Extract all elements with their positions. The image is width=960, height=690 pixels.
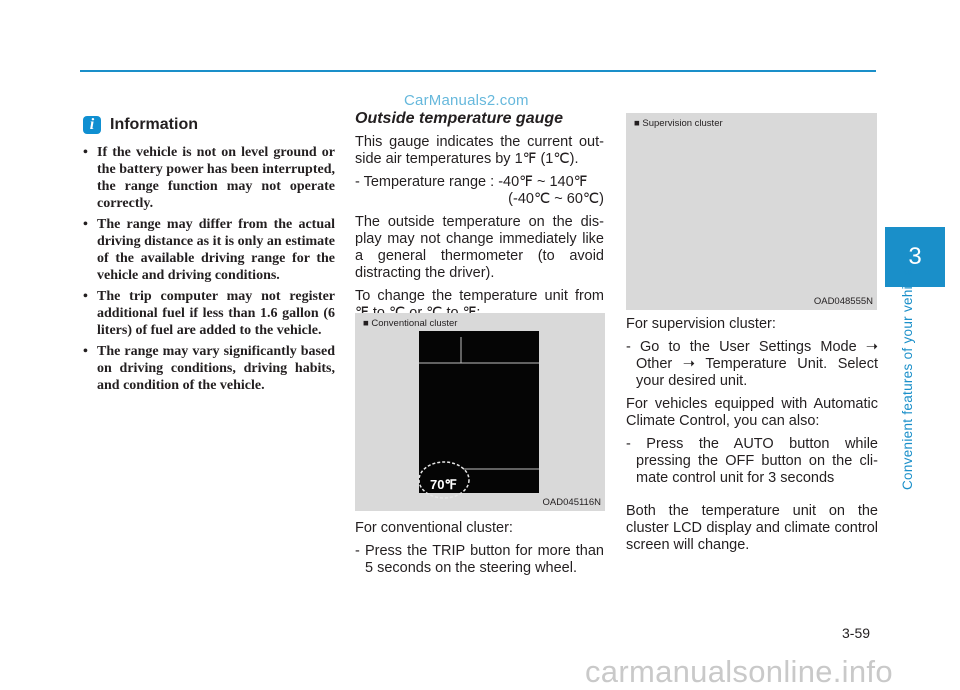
figure-code: OAD045116N	[542, 497, 601, 508]
supervision-label: For supervision cluster:	[626, 316, 776, 332]
range-line-celsius: (-40℃ ~ 60℃)	[508, 191, 604, 207]
information-bullet: • If the vehicle is not on level ground or the battery power has been interrupted, the range function may not operate correctly.	[83, 144, 335, 212]
screen-temperature: 70℉	[430, 477, 457, 492]
section-title: Outside temperature gauge	[355, 110, 564, 127]
figure-caption: ■ Conventional cluster	[363, 318, 458, 329]
information-bullet: • The trip computer may not register additional fuel if less than 1.6 gallon (6 liters) of fuel are added to the vehicle.	[83, 288, 335, 339]
info-icon: i	[83, 116, 101, 134]
conventional-label: For conventional cluster:	[355, 520, 513, 536]
watermark-bottom: carmanualsonline.info	[585, 654, 893, 689]
information-bullet: • The range may differ from the actual driving distance as it is only an estimate of the available driving range for the vehicle and driving conditions.	[83, 216, 335, 284]
supervision-step: - Go to the User Settings Mode ➝ Other ➝ Temperature Unit. Select your desired unit.	[626, 339, 878, 389]
both-units-paragraph: Both the temperature unit on the cluster LCD display and climate control screen will change.	[626, 503, 878, 553]
outside-temperature-section	[355, 110, 604, 328]
information-bullet: • The range may vary significantly based on driving conditions, driving habits, and condition of the vehicle.	[83, 343, 335, 394]
climate-step: - Press the AUTO button while pressing the OFF button on the climate control unit for 3 seconds	[626, 436, 878, 486]
watermark-top: CarManuals2.com	[404, 92, 529, 109]
range-line: - Temperature range : -40℉ ~ 140℉	[355, 174, 588, 190]
conventional-cluster-figure	[355, 313, 605, 511]
information-list	[83, 144, 335, 394]
supervision-cluster-figure	[626, 113, 877, 310]
figure-caption: ■ Supervision cluster	[634, 118, 723, 129]
conventional-step: - Press the TRIP button for more than 5 seconds on the steering wheel.	[355, 543, 604, 576]
information-header	[83, 114, 335, 136]
figure-code: OAD048555N	[813, 296, 873, 307]
information-title: Information	[110, 116, 198, 133]
chapter-tab: 3	[885, 227, 945, 287]
climate-paragraph: For vehicles equipped with Automatic Climate Control, you can also:	[626, 396, 878, 429]
chapter-side-title: Convenient features of your vehicle	[900, 267, 915, 490]
cluster-display-illustration	[355, 313, 605, 511]
information-box	[83, 114, 335, 398]
header-rule	[80, 70, 876, 72]
intro-paragraph: This gauge indicates the current outside air temperatures by 1℉ (1℃).	[355, 134, 604, 167]
supervision-instructions	[626, 316, 878, 560]
conventional-instructions	[355, 520, 604, 583]
display-paragraph: The outside temperature on the display may not change immediately like a general thermometer (to avoid distracting the driver).	[355, 214, 604, 281]
page-number: 3-59	[842, 625, 871, 641]
unit-change-paragraph: To change the temperature unit from	[355, 288, 604, 304]
